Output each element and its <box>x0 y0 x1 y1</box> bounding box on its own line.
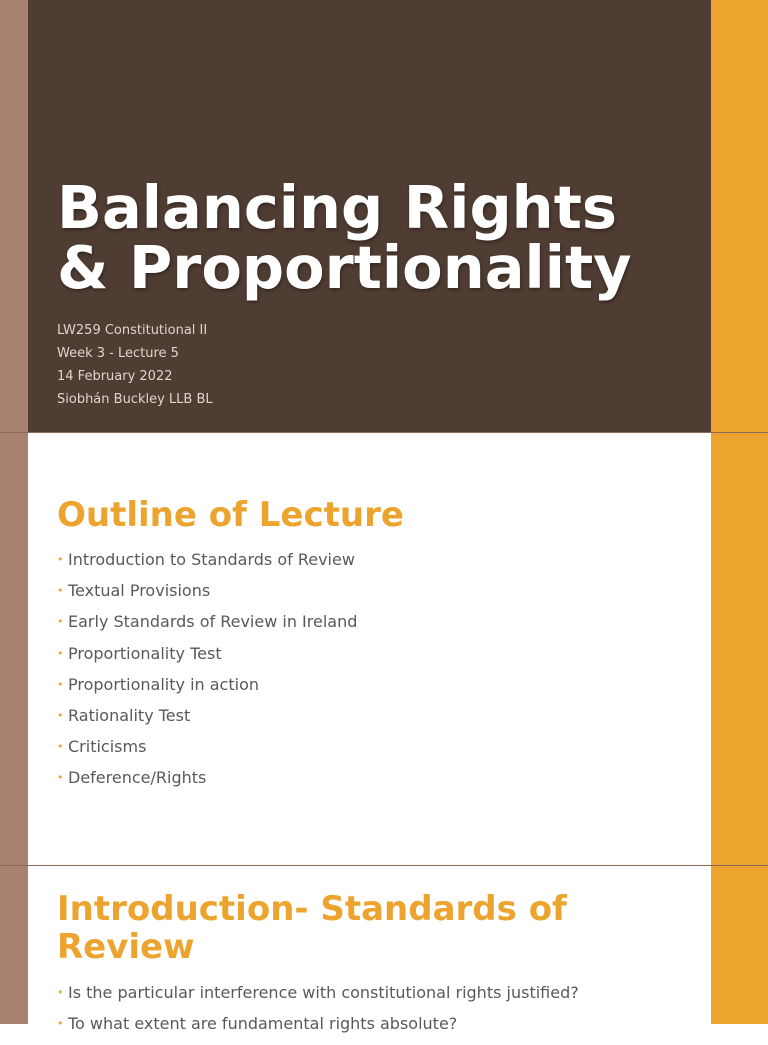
bullet-icon: • <box>57 615 64 629</box>
right-accent-strip <box>711 866 768 1024</box>
bullet-icon: • <box>57 740 64 754</box>
right-accent-strip <box>711 0 768 432</box>
bullet-icon: • <box>57 677 64 691</box>
list-item-text: Introduction to Standards of Review <box>68 550 355 569</box>
list-item <box>57 768 357 799</box>
lecture-number: Week 3 - Lecture 5 <box>57 346 179 361</box>
list-item <box>57 675 357 706</box>
title-slide <box>0 0 768 432</box>
bullet-icon: • <box>57 646 64 660</box>
lecture-date: 14 February 2022 <box>57 369 173 384</box>
list-item-text: To what extent are fundamental rights absolute? <box>68 1014 458 1034</box>
lecturer-name: Siobhán Buckley LLB BL <box>57 392 213 407</box>
list-item-text: Is the particular interference with constitutional rights justified? <box>68 983 579 1002</box>
list-item-text: Rationality Test <box>68 705 191 725</box>
list-item-text: Textual Provisions <box>68 581 211 601</box>
list-item-text: Proportionality in action <box>68 674 259 694</box>
list-item-text: Early Standards of Review in Ireland <box>68 612 358 632</box>
list-item <box>57 706 357 737</box>
slide-subtitle <box>57 321 213 413</box>
slide-heading <box>57 890 567 966</box>
list-item <box>57 581 357 612</box>
slide-heading-line: Introduction- Standards of <box>57 889 567 929</box>
outline-slide <box>0 433 768 865</box>
right-accent-strip <box>711 433 768 865</box>
bullet-list <box>57 550 357 800</box>
bullet-list <box>57 983 579 1045</box>
slide-title-line: Balancing Rights <box>57 173 618 242</box>
list-item-text: Deference/Rights <box>68 768 207 788</box>
slide-heading: Outline of Lecture <box>57 495 404 535</box>
list-item <box>57 1014 579 1045</box>
slide-title <box>57 173 657 302</box>
bullet-icon: • <box>57 1017 64 1031</box>
list-item <box>57 983 579 1014</box>
list-item-text: Criticisms <box>68 737 147 757</box>
list-item <box>57 550 357 581</box>
bullet-icon: • <box>57 584 64 598</box>
left-accent-strip <box>0 0 28 432</box>
bullet-icon: • <box>57 553 64 566</box>
list-item-text: Proportionality Test <box>68 643 222 663</box>
course-code: LW259 Constitutional II <box>57 323 208 338</box>
list-item <box>57 612 357 643</box>
slide-heading-line: Review <box>57 927 195 967</box>
left-accent-strip <box>0 433 28 865</box>
bullet-icon: • <box>57 708 64 722</box>
list-item <box>57 644 357 675</box>
introduction-slide <box>0 866 768 1034</box>
bullet-icon: • <box>57 771 64 785</box>
bullet-icon: • <box>57 986 64 999</box>
slide-title-line: & Proportionality <box>57 233 632 302</box>
left-accent-strip <box>0 866 28 1024</box>
list-item <box>57 737 357 768</box>
